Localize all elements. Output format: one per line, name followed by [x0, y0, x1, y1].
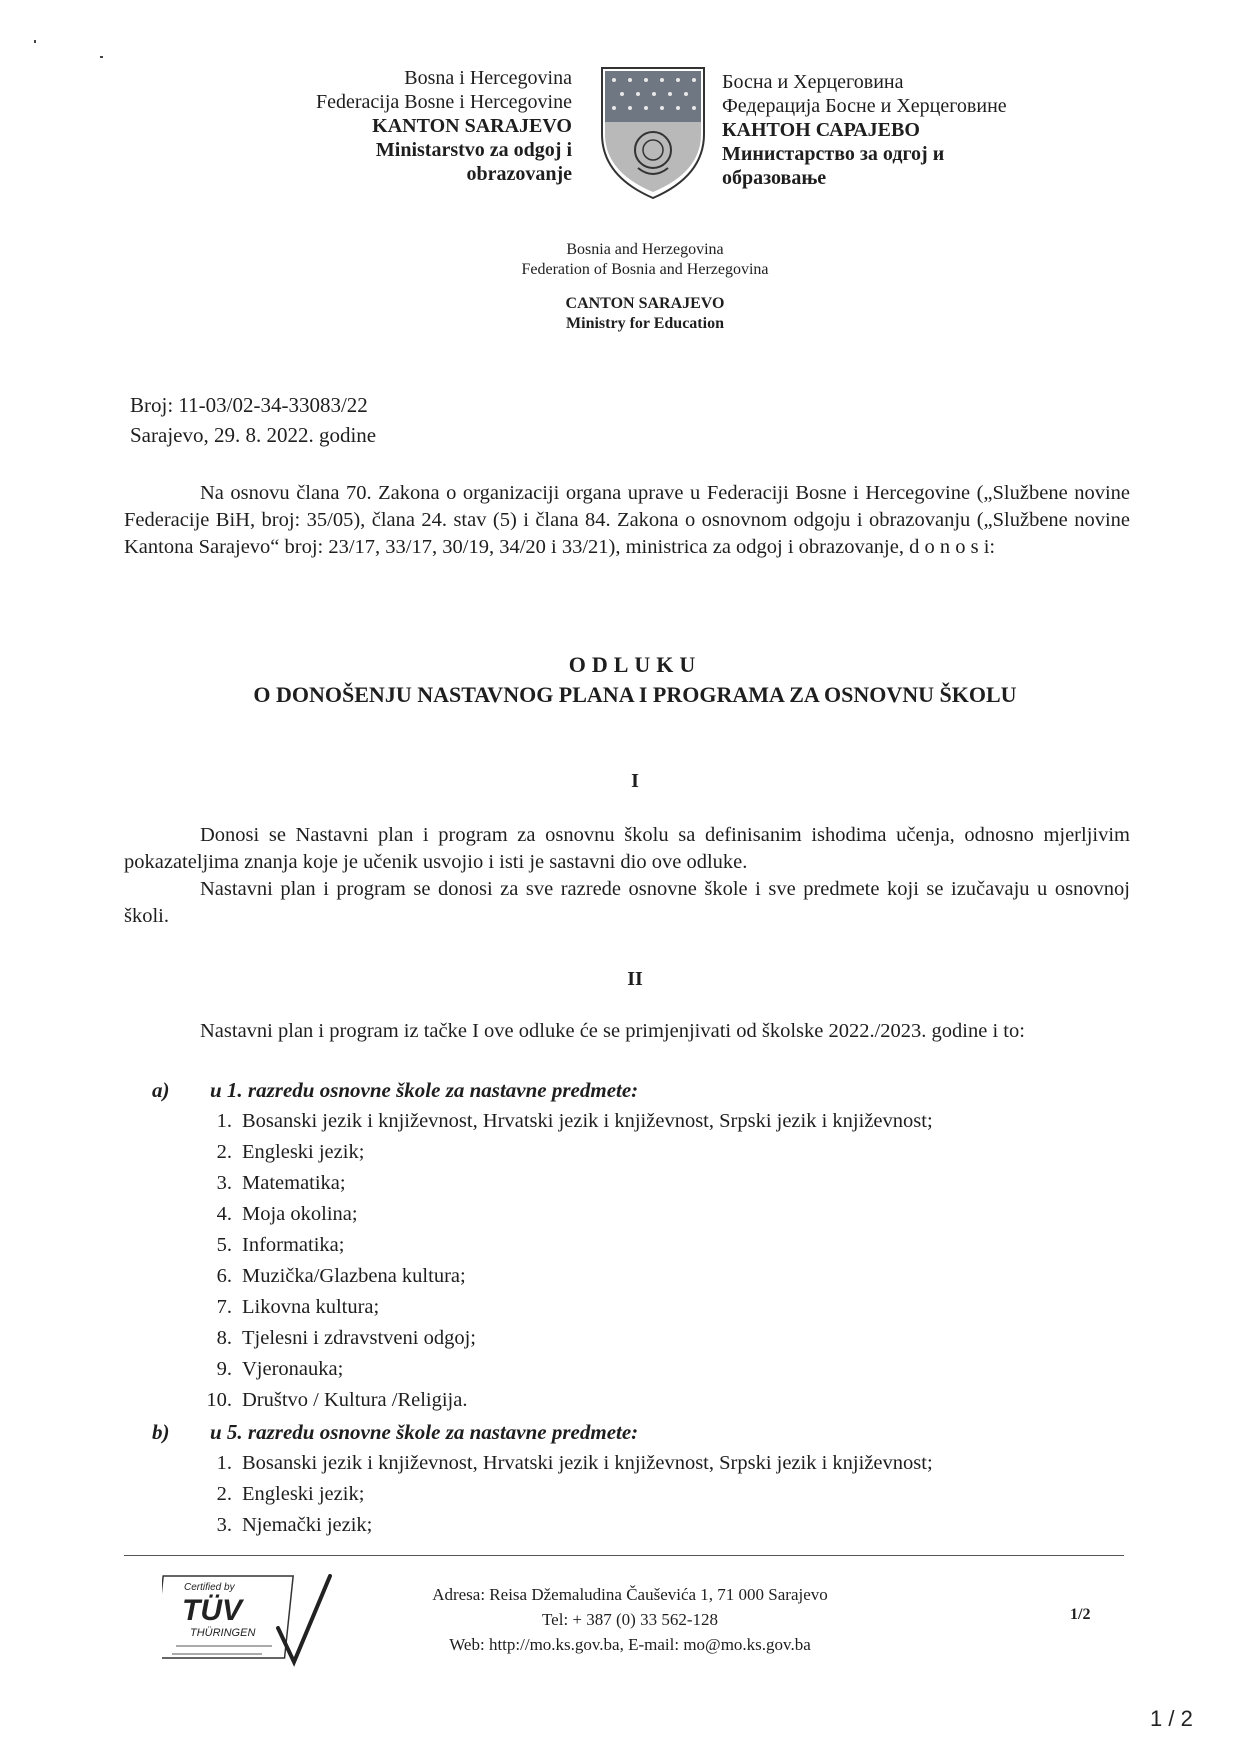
list-item — [194, 1385, 933, 1416]
list-item-text: Društvo / Kultura /Religija. — [242, 1389, 468, 1411]
list-item-number: 1. — [216, 1452, 232, 1474]
list-item-text: Moja okolina; — [242, 1203, 358, 1225]
list-item-number: 4. — [216, 1203, 232, 1225]
scan-speck — [100, 56, 103, 58]
list-item-text: Njemački jezik; — [242, 1514, 373, 1536]
subsection-b-title: u 5. razredu osnovne škole za nastavne predmete: — [210, 1420, 639, 1444]
subsection-b-label: b) — [152, 1420, 170, 1444]
canton-coat-of-arms-icon — [598, 64, 708, 202]
list-item-number: 7. — [216, 1296, 232, 1318]
list-item-number: 8. — [216, 1327, 232, 1349]
header-line: KANTON SARAJEVO — [372, 115, 572, 137]
document-page-number: 1/2 — [1070, 1606, 1091, 1623]
list-item — [194, 1261, 933, 1292]
list-item — [194, 1510, 933, 1541]
footer-web-email: Web: http://mo.ks.gov.ba, E-mail: mo@mo.ks.gov.ba — [449, 1635, 811, 1654]
document-reference — [130, 390, 376, 450]
viewer-page-indicator: 1 / 2 — [1150, 1706, 1193, 1731]
list-item-number: 2. — [216, 1483, 232, 1505]
list-item — [194, 1106, 933, 1137]
header-english — [420, 240, 870, 334]
header-line: Federation of Bosnia and Herzegovina — [521, 261, 769, 278]
list-item-text: Muzička/Glazbena kultura; — [242, 1265, 466, 1287]
list-item-number: 5. — [216, 1234, 232, 1256]
cert-region-text: THÜRINGEN — [190, 1627, 256, 1639]
header-line: Ministry for Education — [566, 315, 724, 332]
subsection-a-label: a) — [152, 1078, 170, 1102]
footer-divider — [124, 1555, 1124, 1556]
list-item-text: Likovna kultura; — [242, 1296, 380, 1318]
subsection-a-heading — [152, 1078, 638, 1103]
header-line: Ministarstvo za odgoj i — [375, 139, 572, 161]
list-item-number: 6. — [216, 1265, 232, 1287]
footer-address: Adresa: Reisa Džemaludina Čauševića 1, 71 000 Sarajevo — [432, 1585, 828, 1604]
header-right-cyrillic — [722, 70, 1122, 190]
header-line: КАНТОН САРАЈЕВО — [722, 119, 920, 141]
header-line: Министарство за одгој и — [722, 143, 945, 165]
list-item — [194, 1199, 933, 1230]
list-item — [194, 1292, 933, 1323]
list-item-text: Vjeronauka; — [242, 1358, 344, 1380]
list-item — [194, 1137, 933, 1168]
list-item-text: Bosanski jezik i književnost, Hrvatski jezik i književnost, Srpski jezik i književnost; — [242, 1110, 933, 1132]
list-item-text: Tjelesni i zdravstveni odgoj; — [242, 1327, 476, 1349]
list-item — [194, 1323, 933, 1354]
subsection-b-heading — [152, 1420, 638, 1445]
cert-brand-text: TÜV — [182, 1594, 242, 1627]
cert-top-text: Certified by — [184, 1582, 235, 1593]
footer-telephone: Tel: + 387 (0) 33 562-128 — [541, 1610, 718, 1629]
section-heading-II: II — [627, 968, 643, 990]
list-item-number: 9. — [216, 1358, 232, 1380]
list-item-text: Engleski jezik; — [242, 1141, 365, 1163]
tuv-certification-logo-icon — [162, 1568, 334, 1668]
header-line: Bosnia and Herzegovina — [566, 241, 724, 258]
list-item — [194, 1354, 933, 1385]
list-item-number: 3. — [216, 1514, 232, 1536]
subsection-a-title: u 1. razredu osnovne škole za nastavne predmete: — [210, 1078, 639, 1102]
list-item-number: 2. — [216, 1141, 232, 1163]
header-left-bosnian — [240, 66, 572, 186]
list-item-number: 1. — [216, 1110, 232, 1132]
footer-contact — [380, 1582, 880, 1657]
title-line-2: O DONOŠENJU NASTAVNOG PLANA I PROGRAMA ZA OSNOVNU ŠKOLU — [253, 682, 1017, 707]
list-item — [194, 1479, 933, 1510]
decision-title — [130, 650, 1140, 710]
reference-number: Broj: 11-03/02-34-33083/22 — [130, 393, 368, 417]
subject-list-grade-1 — [194, 1106, 933, 1416]
intro-paragraph: Na osnovu člana 70. Zakona o organizaciji organa uprave u Federaciji Bosne i Hercegovine („Službene novine Federacije BiH, broj: 35/05), člana 24. stav (5) i člana 84. Zakona o osnovnom odgoju i obrazovanju („Službene novine Kantona Sarajevo“ broj: 23/17, 33/17, 30/19, 34/20 i 33/21), ministrica za odgoj i obrazovanje, d o n o s i: — [124, 482, 1130, 558]
title-line-1: ODLUKU — [568, 652, 702, 677]
list-item — [194, 1230, 933, 1261]
list-item-number: 10. — [206, 1389, 232, 1411]
reference-place-date: Sarajevo, 29. 8. 2022. godine — [130, 423, 377, 447]
header-line: obrazovanje — [466, 163, 572, 185]
list-item-number: 3. — [216, 1172, 232, 1194]
section-I-paragraph-2: Nastavni plan i program se donosi za sve razrede osnovne škole i sve predmete koji se izučavaju u osnovnoj školi. — [124, 878, 1130, 927]
section-heading-I: I — [631, 770, 639, 792]
header-line: Bosna i Hercegovina — [404, 67, 572, 89]
list-item-text: Informatika; — [242, 1234, 345, 1256]
header-line: CANTON SARAJEVO — [565, 295, 725, 312]
scan-speck — [34, 40, 36, 43]
section-II-paragraph: Nastavni plan i program iz tačke I ove odluke će se primjenjivati od školske 2022./2023. godine i to: — [200, 1020, 1025, 1042]
list-item — [194, 1448, 933, 1479]
header-line: образовање — [722, 167, 827, 189]
subject-list-grade-5 — [194, 1448, 933, 1541]
header-line: Босна и Херцеговина — [722, 71, 904, 93]
list-item-text: Engleski jezik; — [242, 1483, 365, 1505]
list-item-text: Bosanski jezik i književnost, Hrvatski jezik i književnost, Srpski jezik i književnost; — [242, 1452, 933, 1474]
header-line: Federacija Bosne i Hercegovine — [315, 91, 572, 113]
list-item-text: Matematika; — [242, 1172, 346, 1194]
section-I-body — [124, 822, 1130, 930]
header-line: Федерација Босне и Херцеговине — [722, 95, 1007, 117]
section-I-paragraph-1: Donosi se Nastavni plan i program za osnovnu školu sa definisanim ishodima učenja, odnosno mjerljivim pokazateljima znanja koje je učenik usvojio i isti je sastavni dio ove odluke. — [124, 824, 1130, 873]
list-item — [194, 1168, 933, 1199]
